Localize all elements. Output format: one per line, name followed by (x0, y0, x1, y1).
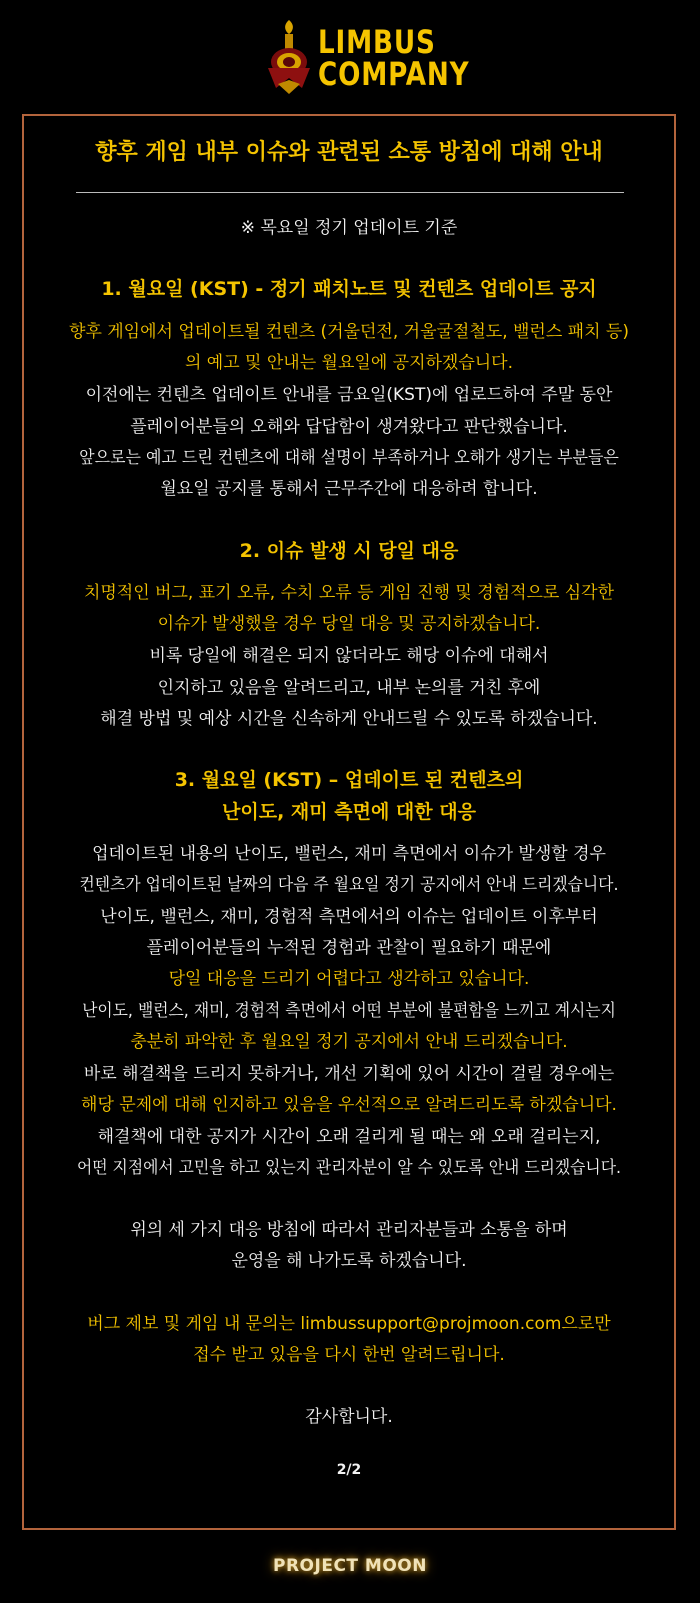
section3-line: 난이도, 밸런스, 재미, 경험적 측면에서 어떤 부분에 불편함을 느끼고 계시는지 (82, 1001, 616, 1021)
section2-line: 비록 당일에 해결은 되지 않더라도 해당 이슈에 대해서 (149, 646, 549, 666)
section3-line: 난이도, 밸런스, 재미, 경험적 측면에서의 이슈는 업데이트 이후부터 (100, 907, 598, 927)
notice-title: 향후 게임 내부 이슈와 관련된 소통 방침에 대해 안내 (95, 140, 603, 165)
section2-line: 치명적인 버그, 표기 오류, 수치 오류 등 게임 진행 및 경험적으로 심각한 (83, 583, 615, 603)
section2-line: 인지하고 있음을 알려드리고, 내부 논의를 거친 후에 (157, 678, 541, 698)
section3-line: 해결책에 대한 공지가 시간이 오래 걸리게 될 때는 왜 오래 걸리는지, (97, 1127, 601, 1147)
section3-line: 해당 문제에 대해 인지하고 있음을 우선적으로 알려드리도록 하겠습니다. (81, 1095, 617, 1115)
section2-line: 해결 방법 및 예상 시간을 신속하게 안내드릴 수 있도록 하겠습니다. (100, 709, 598, 729)
section1-line: 앞으로는 예고 드린 컨텐츠에 대해 설명이 부족하거나 오해가 생기는 부분들은 (79, 448, 619, 468)
section1-line: 향후 게임에서 업데이트될 컨텐츠 (거울던전, 거울굴절철도, 밸런스 패치 등) (69, 322, 629, 342)
section3-line: 바로 해결책을 드리지 못하거나, 개선 기획에 있어 시간이 걸릴 경우에는 (83, 1064, 615, 1084)
wordmark (318, 23, 470, 93)
limbus-company-logo (0, 14, 700, 98)
closing-line: 위의 세 가지 대응 방침에 따라서 관리자분들과 소통을 하며 (130, 1220, 568, 1240)
section3-heading-line1: 3. 월요일 (KST) – 업데이트 된 컨텐츠의 (174, 769, 524, 791)
section3-heading-line2: 난이도, 재미 측면에 대한 대응 (222, 801, 476, 823)
support-line: 접수 받고 있음을 다시 한번 알려드립니다. (193, 1345, 505, 1365)
support-line: 버그 제보 및 게임 내 문의는 limbussupport@projmoon.com으로만 (87, 1314, 611, 1334)
section1-line: 의 예고 및 안내는 월요일에 공지하겠습니다. (184, 353, 514, 373)
section2-heading: 2. 이슈 발생 시 당일 대응 (239, 540, 459, 562)
section3-line: 어떤 지점에서 고민을 하고 있는지 관리자분이 알 수 있도록 안내 드리겠습니다. (76, 1158, 621, 1178)
section3-line: 충분히 파악한 후 월요일 정기 공지에서 안내 드리겠습니다. (130, 1032, 568, 1052)
title-divider (76, 192, 624, 193)
basis-note: ※ 목요일 정기 업데이트 기준 (240, 218, 458, 238)
closing-line: 운영을 해 나가도록 하겠습니다. (231, 1251, 467, 1271)
project-moon-logo: PROJECT MOON (273, 1556, 427, 1576)
section1-line: 이전에는 컨텐츠 업데이트 안내를 금요일(KST)에 업로드하여 주말 동안 (85, 385, 613, 405)
section3-line: 컨텐츠가 업데이트된 날짜의 다음 주 월요일 정기 공지에서 안내 드리겠습니다. (79, 875, 619, 895)
section1-line: 플레이어분들의 오해와 답답함이 생겨왔다고 판단했습니다. (130, 417, 568, 437)
thanks-text: 감사합니다. (305, 1407, 393, 1427)
page-indicator: 2/2 (336, 1462, 362, 1478)
emblem-icon (264, 18, 314, 96)
section3-line: 업데이트된 내용의 난이도, 밸런스, 재미 측면에서 이슈가 발생할 경우 (92, 844, 606, 864)
section3-line: 당일 대응을 드리기 어렵다고 생각하고 있습니다. (168, 969, 530, 989)
wordmark-line1: LIMBUS (318, 23, 436, 61)
section1-line: 월요일 공지를 통해서 근무주간에 대응하려 합니다. (160, 479, 538, 499)
wordmark-line2: COMPANY (318, 55, 470, 93)
section3-line: 플레이어분들의 누적된 경험과 관찰이 필요하기 때문에 (146, 938, 552, 958)
section1-heading: 1. 월요일 (KST) - 정기 패치노트 및 컨텐츠 업데이트 공지 (101, 278, 597, 300)
section2-line: 이슈가 발생했을 경우 당일 대응 및 공지하겠습니다. (157, 614, 541, 634)
